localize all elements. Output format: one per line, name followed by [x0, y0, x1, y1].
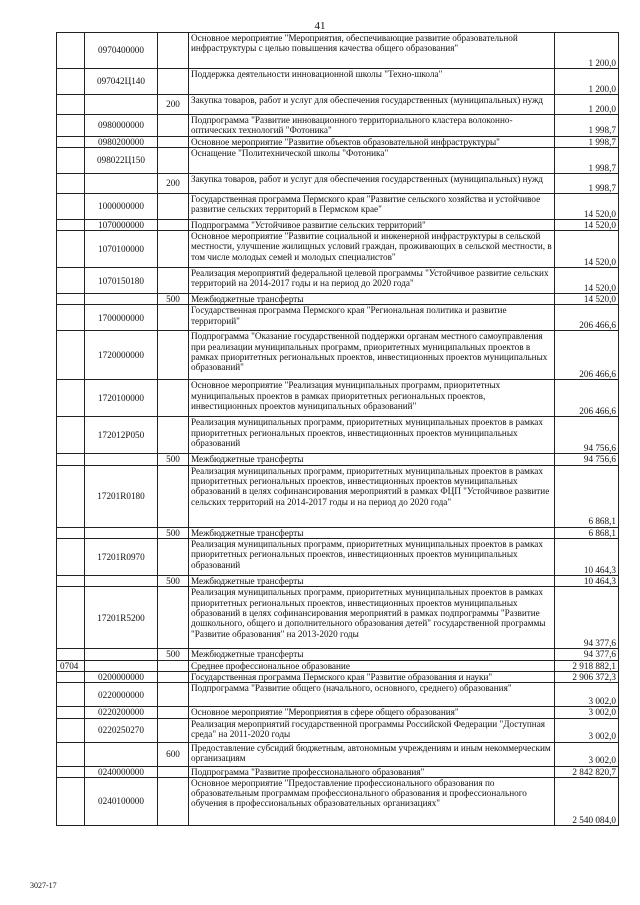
amount-cell: 206 466,6 [555, 380, 619, 417]
section-code-cell [57, 331, 85, 380]
item-name-cell: Подпрограмма "Оказание государственной поддержки органам местного самоуправления при реализации муниципальных программ, приоритетных муниципальных проектов в рамках приоритетных региональных проектов, инвестиционных проектов муниципальных образований" [189, 331, 555, 380]
expense-type-cell: 600 [158, 742, 189, 766]
amount-cell: 1 200,0 [555, 69, 619, 95]
target-article-cell: 17201R5200 [85, 587, 158, 649]
target-article-cell: 1070100000 [85, 231, 158, 268]
table-row [57, 69, 619, 95]
section-code-cell [57, 305, 85, 331]
target-article-cell [85, 649, 158, 660]
amount-cell: 94 756,6 [555, 454, 619, 465]
item-name-cell: Среднее профессиональное образование [189, 660, 555, 671]
expense-type-cell [158, 671, 189, 682]
item-name-cell: Основное мероприятие "Предоставление профессионального образования по образовательным программам профессионального образования и профессионального обучения в профессиональных образовательных организациях" [189, 777, 555, 825]
expense-type-cell [158, 193, 189, 219]
item-name-cell: Межбюджетные трансферты [189, 576, 555, 587]
table-row [57, 331, 619, 380]
section-code-cell [57, 539, 85, 576]
section-code-cell [57, 115, 85, 137]
expense-type-cell [158, 465, 189, 527]
item-name-cell: Основное мероприятие "Развитие социальной и инженерной инфраструктуры в сельской местности, улучшение жилищных условий граждан, проживающих в сельской местности, в том числе молодых семей и молодых специалистов" [189, 231, 555, 268]
target-article-cell: 1720100000 [85, 380, 158, 417]
section-code-cell [57, 671, 85, 682]
target-article-cell: 1070000000 [85, 219, 158, 230]
table-row [57, 660, 619, 671]
table-row [57, 95, 619, 115]
section-code-cell [57, 417, 85, 454]
section-code-cell [57, 69, 85, 95]
item-name-cell: Реализация муниципальных программ, приоритетных муниципальных проектов в рамках приоритетных региональных проектов, инвестиционных проектов муниципальных образований в целях софинансирования мероприятий в рамках ФЦП "Устойчивое развитие сельских территорий на 2014-2017 годы и на период до 2020 года" [189, 465, 555, 527]
target-article-cell: 17201R0180 [85, 465, 158, 527]
expense-type-cell [158, 683, 189, 707]
section-code-cell [57, 777, 85, 825]
table-row [57, 173, 619, 193]
target-article-cell: 0220000000 [85, 683, 158, 707]
section-code-cell: 0704 [57, 660, 85, 671]
expense-type-cell [158, 219, 189, 230]
target-article-cell: 172012Р050 [85, 417, 158, 454]
section-code-cell [57, 766, 85, 777]
section-code-cell [57, 742, 85, 766]
target-article-cell: 097042Ц140 [85, 69, 158, 95]
table-row [57, 649, 619, 660]
table-row [57, 268, 619, 294]
amount-cell: 14 520,0 [555, 219, 619, 230]
expense-type-cell: 500 [158, 527, 189, 538]
table-row [57, 136, 619, 147]
section-code-cell [57, 173, 85, 193]
item-name-cell: Государственная программа Пермского края "Развитие сельского хозяйства и устойчивое развитие сельских территорий в Пермском крае" [189, 193, 555, 219]
expense-type-cell: 200 [158, 95, 189, 115]
expense-type-cell [158, 380, 189, 417]
amount-cell: 3 002,0 [555, 683, 619, 707]
amount-cell: 14 520,0 [555, 294, 619, 305]
table-row [57, 777, 619, 825]
table-row [57, 454, 619, 465]
amount-cell: 10 464,3 [555, 576, 619, 587]
amount-cell: 6 868,1 [555, 527, 619, 538]
item-name-cell: Закупка товаров, работ и услуг для обеспечения государственных (муниципальных) нужд [189, 95, 555, 115]
table-row [57, 219, 619, 230]
expense-type-cell [158, 305, 189, 331]
table-row [57, 417, 619, 454]
expense-type-cell [158, 136, 189, 147]
expense-type-cell [158, 660, 189, 671]
section-code-cell [57, 380, 85, 417]
expense-type-cell: 500 [158, 294, 189, 305]
target-article-cell: 0240100000 [85, 777, 158, 825]
target-article-cell [85, 95, 158, 115]
item-name-cell: Реализация муниципальных программ, приоритетных муниципальных проектов в рамках приоритетных региональных проектов, инвестиционных проектов муниципальных образований в целях софинансирования мероприятий в рамках подпрограммы "Развитие дошкольного, общего и дополнительного образования детей" государственной программы "Развитие образования" на 2013-2020 годы [189, 587, 555, 649]
expense-type-cell [158, 539, 189, 576]
table-row [57, 576, 619, 587]
section-code-cell [57, 268, 85, 294]
item-name-cell: Основное мероприятие "Реализация муниципальных программ, приоритетных муниципальных проектов в рамках приоритетных региональных проектов, инвестиционных проектов муниципальных образований" [189, 380, 555, 417]
item-name-cell: Подпрограмма "Развитие инновационного территориального кластера волоконно-оптических технологий "Фотоника" [189, 115, 555, 137]
table-row [57, 587, 619, 649]
table-row [57, 683, 619, 707]
amount-cell: 14 520,0 [555, 193, 619, 219]
item-name-cell: Основное мероприятие "Мероприятия, обеспечивающие развитие образовательной инфраструктуры с целью повышения качества общего образования" [189, 33, 555, 69]
section-code-cell [57, 649, 85, 660]
section-code-cell [57, 231, 85, 268]
amount-cell: 14 520,0 [555, 268, 619, 294]
target-article-cell: 0970400000 [85, 33, 158, 69]
item-name-cell: Межбюджетные трансферты [189, 649, 555, 660]
table-row [57, 294, 619, 305]
expense-type-cell [158, 707, 189, 718]
target-article-cell [85, 576, 158, 587]
expense-type-cell [158, 268, 189, 294]
item-name-cell: Подпрограмма "Развитие общего (начального, основного, среднего) образования" [189, 683, 555, 707]
item-name-cell: Межбюджетные трансферты [189, 527, 555, 538]
target-article-cell [85, 527, 158, 538]
expense-type-cell [158, 777, 189, 825]
table-row [57, 527, 619, 538]
item-name-cell: Реализация мероприятий государственной программы Российской Федерации "Доступная среда" на 2011-2020 годы [189, 718, 555, 742]
expense-type-cell [158, 33, 189, 69]
amount-cell: 3 002,0 [555, 718, 619, 742]
amount-cell: 206 466,6 [555, 305, 619, 331]
expense-type-cell [158, 766, 189, 777]
amount-cell: 94 377,6 [555, 587, 619, 649]
amount-cell: 94 377,6 [555, 649, 619, 660]
expense-type-cell [158, 587, 189, 649]
target-article-cell [85, 742, 158, 766]
expense-type-cell [158, 147, 189, 173]
table-row [57, 718, 619, 742]
table-row [57, 465, 619, 527]
target-article-cell: 1720000000 [85, 331, 158, 380]
expense-type-cell: 500 [158, 454, 189, 465]
table-row [57, 742, 619, 766]
amount-cell: 14 520,0 [555, 231, 619, 268]
section-code-cell [57, 193, 85, 219]
section-code-cell [57, 683, 85, 707]
amount-cell: 1 998,7 [555, 136, 619, 147]
item-name-cell: Основное мероприятие "Развитие объектов образовательной инфраструктуры" [189, 136, 555, 147]
expense-type-cell [158, 231, 189, 268]
item-name-cell: Подпрограмма "Устойчивое развитие сельских территорий" [189, 219, 555, 230]
amount-cell: 1 998,7 [555, 173, 619, 193]
expense-type-cell: 500 [158, 649, 189, 660]
item-name-cell: Предоставление субсидий бюджетным, автономным учреждениям и иным некоммерческим организациям [189, 742, 555, 766]
table-row [57, 193, 619, 219]
table-row [57, 707, 619, 718]
target-article-cell [85, 173, 158, 193]
target-article-cell: 098022Ц150 [85, 147, 158, 173]
item-name-cell: Основное мероприятие "Мероприятия в сфере общего образования" [189, 707, 555, 718]
table-row [57, 380, 619, 417]
amount-cell: 3 002,0 [555, 707, 619, 718]
section-code-cell [57, 587, 85, 649]
expense-type-cell [158, 718, 189, 742]
item-name-cell: Реализация муниципальных программ, приоритетных муниципальных проектов в рамках приоритетных региональных проектов, инвестиционных проектов муниципальных образований [189, 539, 555, 576]
expense-type-cell [158, 69, 189, 95]
expense-type-cell: 500 [158, 576, 189, 587]
table-row [57, 671, 619, 682]
table-row [57, 147, 619, 173]
section-code-cell [57, 527, 85, 538]
section-code-cell [57, 576, 85, 587]
item-name-cell: Закупка товаров, работ и услуг для обеспечения государственных (муниципальных) нужд [189, 173, 555, 193]
target-article-cell: 0980200000 [85, 136, 158, 147]
section-code-cell [57, 33, 85, 69]
item-name-cell: Межбюджетные трансферты [189, 294, 555, 305]
item-name-cell: Подпрограмма "Развитие профессионального образования" [189, 766, 555, 777]
target-article-cell [85, 660, 158, 671]
table-row [57, 766, 619, 777]
amount-cell: 1 998,7 [555, 115, 619, 137]
item-name-cell: Оснащение "Политехнической школы "Фотоника" [189, 147, 555, 173]
amount-cell: 2 906 372,3 [555, 671, 619, 682]
amount-cell: 2 842 820,7 [555, 766, 619, 777]
section-code-cell [57, 147, 85, 173]
footer-document-code: 3027-17 [30, 881, 57, 890]
item-name-cell: Реализация муниципальных программ, приоритетных муниципальных проектов в рамках приоритетных региональных проектов, инвестиционных проектов муниципальных образований [189, 417, 555, 454]
section-code-cell [57, 454, 85, 465]
target-article-cell: 0200000000 [85, 671, 158, 682]
section-code-cell [57, 219, 85, 230]
expense-type-cell [158, 331, 189, 380]
amount-cell: 2 540 084,0 [555, 777, 619, 825]
table-row [57, 33, 619, 69]
amount-cell: 3 002,0 [555, 742, 619, 766]
section-code-cell [57, 718, 85, 742]
item-name-cell: Государственная программа Пермского края "Региональная политика и развитие территорий" [189, 305, 555, 331]
section-code-cell [57, 294, 85, 305]
amount-cell: 206 466,6 [555, 331, 619, 380]
item-name-cell: Межбюджетные трансферты [189, 454, 555, 465]
amount-cell: 10 464,3 [555, 539, 619, 576]
table-row [57, 231, 619, 268]
item-name-cell: Реализация мероприятий федеральной целевой программы "Устойчивое развитие сельских территорий на 2014-2017 годы и на период до 2020 года" [189, 268, 555, 294]
budget-table [56, 32, 619, 826]
target-article-cell: 17201R0970 [85, 539, 158, 576]
page-number: 41 [314, 20, 326, 32]
target-article-cell: 0220250270 [85, 718, 158, 742]
table-row [57, 539, 619, 576]
amount-cell: 1 200,0 [555, 33, 619, 69]
amount-cell: 1 200,0 [555, 95, 619, 115]
expense-type-cell: 200 [158, 173, 189, 193]
target-article-cell [85, 294, 158, 305]
section-code-cell [57, 95, 85, 115]
amount-cell: 2 918 882,1 [555, 660, 619, 671]
target-article-cell: 0240000000 [85, 766, 158, 777]
target-article-cell: 1000000000 [85, 193, 158, 219]
section-code-cell [57, 465, 85, 527]
expense-type-cell [158, 115, 189, 137]
expense-type-cell [158, 417, 189, 454]
section-code-cell [57, 136, 85, 147]
amount-cell: 94 756,6 [555, 417, 619, 454]
target-article-cell: 1070150180 [85, 268, 158, 294]
target-article-cell: 1700000000 [85, 305, 158, 331]
section-code-cell [57, 707, 85, 718]
target-article-cell: 0980000000 [85, 115, 158, 137]
amount-cell: 1 998,7 [555, 147, 619, 173]
item-name-cell: Поддержка деятельности инновационной школы "Техно-школа" [189, 69, 555, 95]
table-row [57, 305, 619, 331]
table-row [57, 115, 619, 137]
amount-cell: 6 868,1 [555, 465, 619, 527]
item-name-cell: Государственная программа Пермского края "Развитие образования и науки" [189, 671, 555, 682]
target-article-cell [85, 454, 158, 465]
target-article-cell: 0220200000 [85, 707, 158, 718]
